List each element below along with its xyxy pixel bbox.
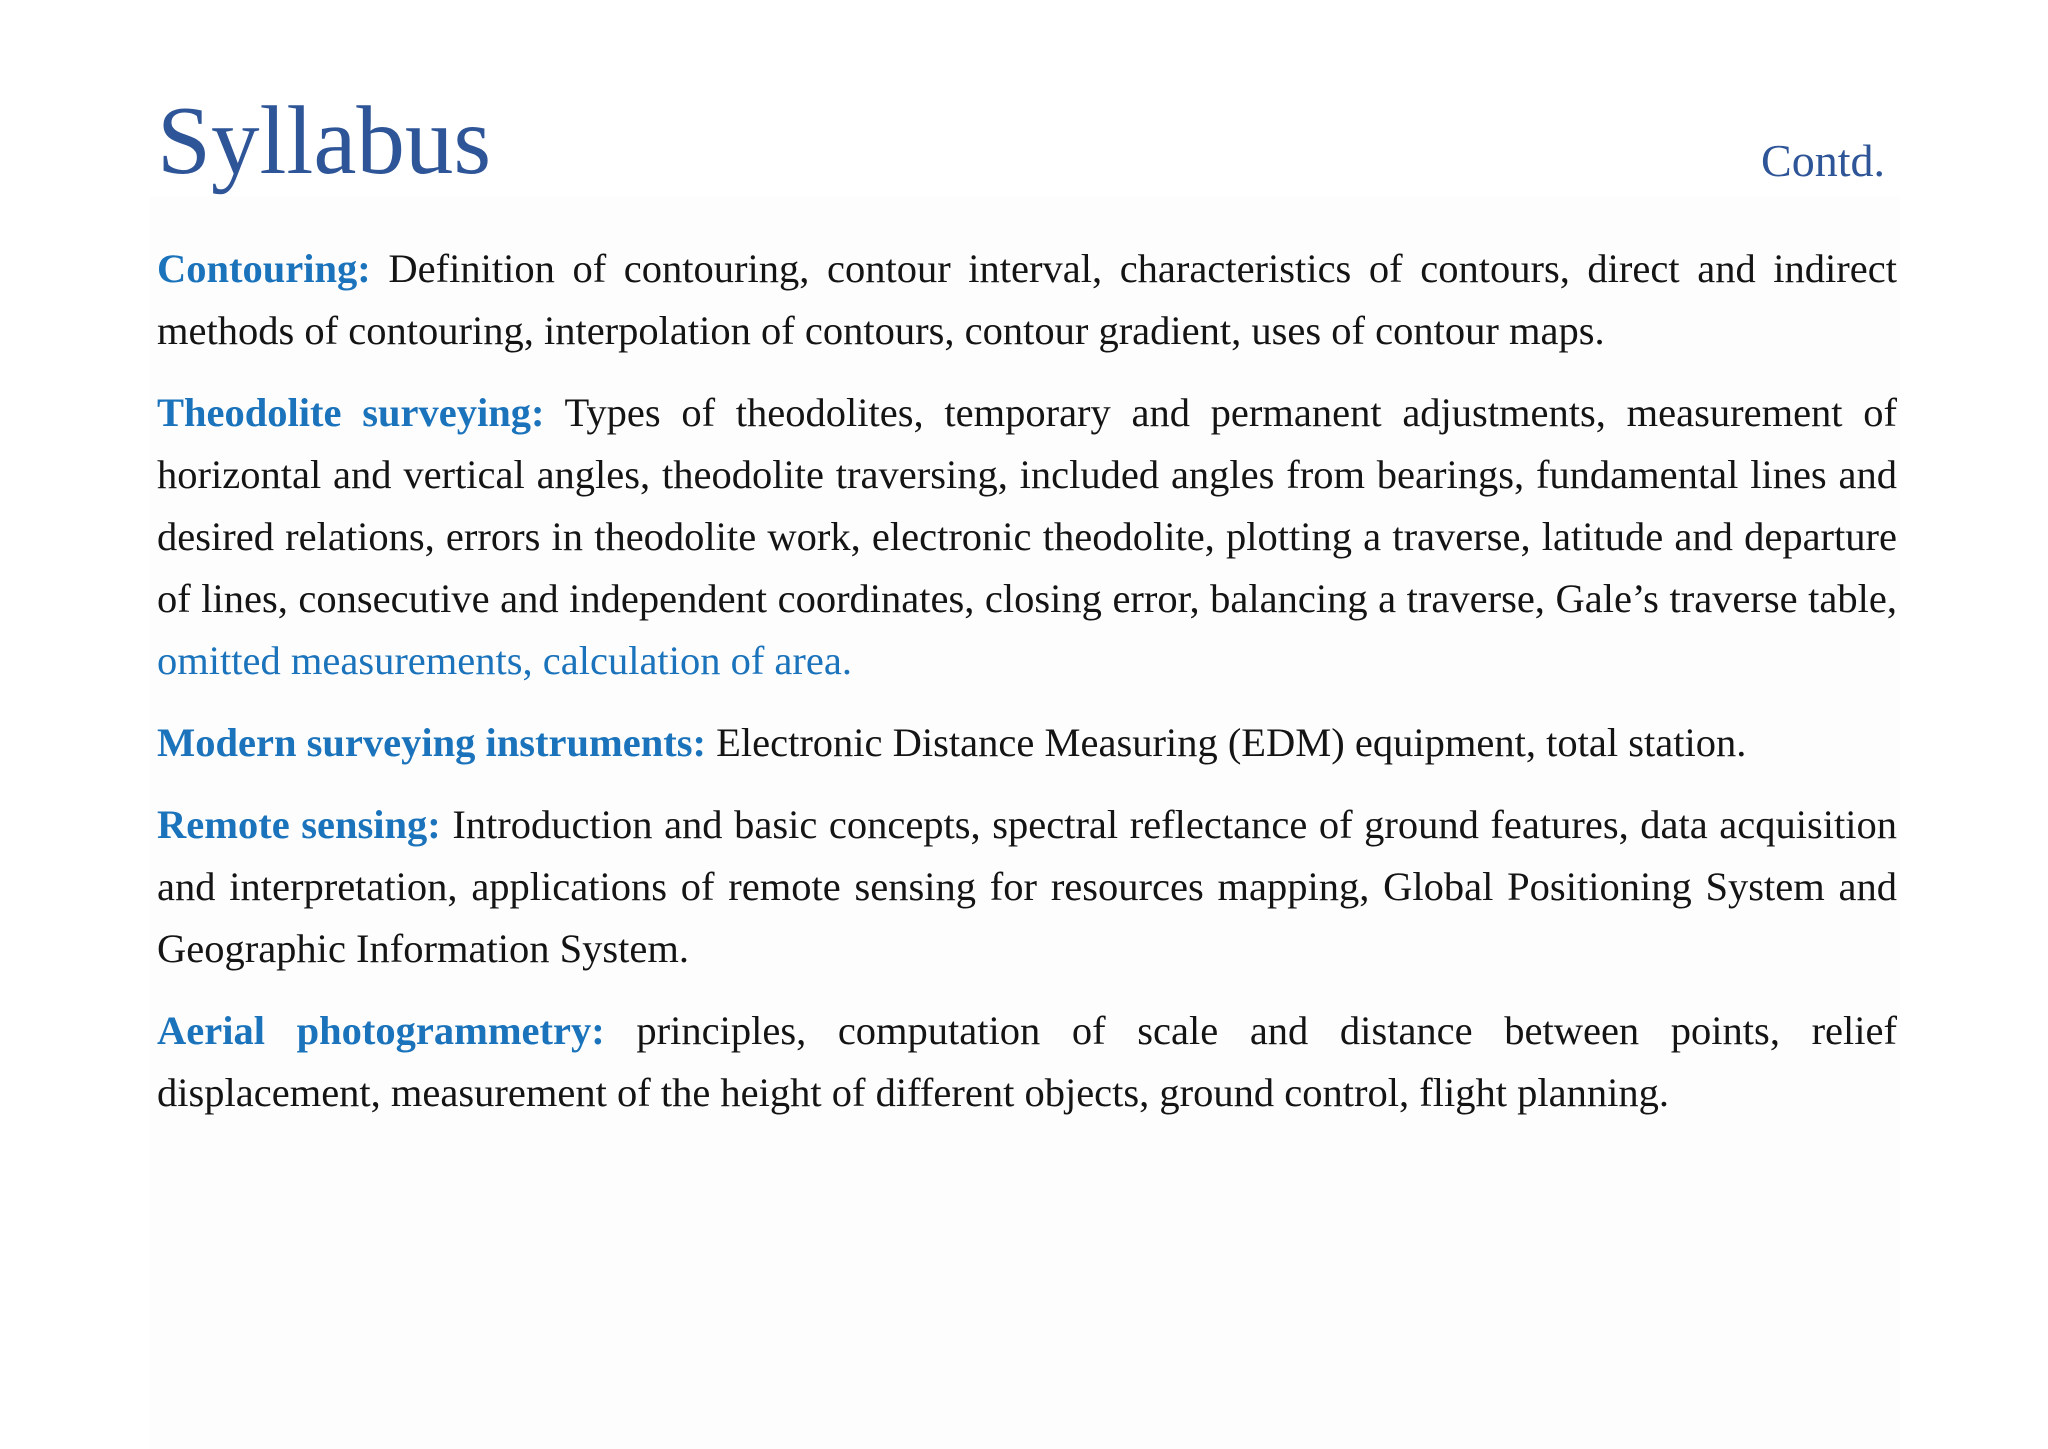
section-text: Definition of contouring, contour interval, characteristics of contours, direct and indirect methods of contouring, interpolation of contours, contour gradient, uses of contour maps. <box>157 246 1897 353</box>
section-highlight-text: omitted measurements, calculation of area. <box>157 638 852 683</box>
section-text: Types of theodolites, temporary and permanent adjustments, measurement of horizontal and vertical angles, theodolite traversing, included angles from bearings, fundamental lines and desired relations, errors in theodolite work, electronic theodolite, plotting a traverse, latitude and departure of lines, consecutive and independent coordinates, closing error, balancing a traverse, Gale’s traverse table, <box>157 390 1898 621</box>
section-heading: Modern surveying instruments: <box>157 720 706 765</box>
section-heading: Contouring: <box>157 246 371 291</box>
section-remote-sensing <box>157 794 1897 980</box>
section-aerial-photogrammetry <box>157 1000 1897 1124</box>
section-heading: Remote sensing: <box>157 802 441 847</box>
section-text: principles, computation of scale and distance between points, relief displacement, measurement of the height of different objects, ground control, flight planning. <box>157 1008 1897 1115</box>
section-contouring <box>157 238 1897 362</box>
section-theodolite-surveying <box>157 382 1897 692</box>
section-heading: Theodolite surveying: <box>157 390 545 435</box>
contd-label: Contd. <box>1761 135 1885 186</box>
section-text: Electronic Distance Measuring (EDM) equipment, total station. <box>706 720 1747 765</box>
syllabus-body <box>157 238 1897 1144</box>
section-text: Introduction and basic concepts, spectral reflectance of ground features, data acquisition and interpretation, applications of remote sensing for resources mapping, Global Positioning System and Geographic Information System. <box>157 802 1897 971</box>
slide-title: Syllabus <box>157 87 492 194</box>
section-modern-surveying-instruments <box>157 712 1897 774</box>
section-heading: Aerial photogrammetry: <box>157 1008 605 1053</box>
